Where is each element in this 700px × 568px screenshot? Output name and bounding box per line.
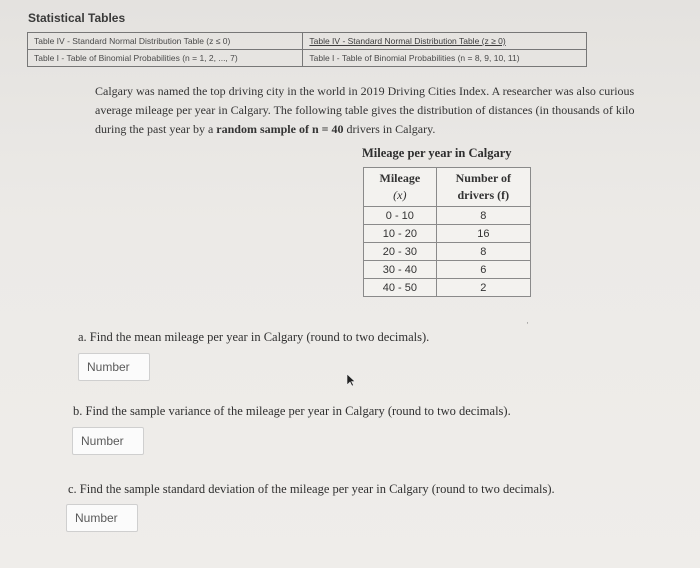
problem-paragraph	[95, 82, 695, 139]
link-table-i-small[interactable]: Table I - Table of Binomial Probabilities (n = 1, 2, ..., 7)	[28, 50, 303, 67]
range-cell: 40 - 50	[364, 279, 437, 297]
paragraph-line-2: average mileage per year in Calgary. The following table gives the distribution of distances (in thousands of kilo	[95, 103, 635, 117]
header-drivers	[436, 168, 530, 207]
table-row	[364, 279, 531, 297]
question-c: c. Find the sample standard deviation of the mileage per year in Calgary (round to two decimals).	[68, 482, 555, 496]
header-mileage-line2: (x)	[393, 188, 407, 202]
mileage-frequency-table	[363, 167, 531, 297]
header-mileage	[364, 168, 437, 207]
answer-c-input[interactable]	[66, 504, 138, 532]
paragraph-line-1: Calgary was named the top driving city in the world in 2019 Driving Cities Index. A researcher was also curious	[95, 84, 635, 98]
mouse-cursor-icon	[346, 373, 356, 387]
freq-cell: 6	[436, 261, 530, 279]
page-heading: Statistical Tables	[28, 11, 126, 25]
range-cell: 10 - 20	[364, 225, 437, 243]
freq-cell: 8	[436, 243, 530, 261]
question-b: b. Find the sample variance of the mileage per year in Calgary (round to two decimals).	[73, 404, 511, 418]
link-table-iv-negative[interactable]: Table IV - Standard Normal Distribution Table (z ≤ 0)	[28, 33, 303, 50]
paragraph-line-3-bold: random sample of n = 40	[216, 122, 344, 136]
header-drivers-line1: Number of	[455, 171, 512, 185]
table-row	[364, 261, 531, 279]
table-row	[364, 243, 531, 261]
freq-cell: 2	[436, 279, 530, 297]
link-table-i-large[interactable]: Table I - Table of Binomial Probabilities (n = 8, 9, 10, 11)	[303, 50, 587, 67]
paragraph-line-3	[95, 120, 695, 139]
table-caption: Mileage per year in Calgary	[362, 146, 512, 160]
table-row	[364, 207, 531, 225]
freq-cell: 16	[436, 225, 530, 243]
freq-cell: 8	[436, 207, 530, 225]
header-mileage-line1: Mileage	[379, 171, 421, 185]
answer-a-input[interactable]	[78, 353, 150, 381]
range-cell: 0 - 10	[364, 207, 437, 225]
table-row	[364, 225, 531, 243]
question-a: a. Find the mean mileage per year in Calgary (round to two decimals).	[78, 330, 430, 344]
statistical-tables-links	[27, 32, 587, 67]
range-cell: 20 - 30	[364, 243, 437, 261]
answer-b-input[interactable]	[72, 427, 144, 455]
paragraph-line-3-post: drivers in Calgary.	[343, 122, 436, 136]
link-table-iv-positive[interactable]: Table IV - Standard Normal Distribution Table (z ≥ 0)	[303, 33, 587, 50]
range-cell: 30 - 40	[364, 261, 437, 279]
stray-mark: ·	[526, 318, 529, 328]
header-drivers-line2: drivers (f)	[457, 188, 510, 202]
paragraph-line-3-pre: during the past year by a	[95, 122, 217, 136]
